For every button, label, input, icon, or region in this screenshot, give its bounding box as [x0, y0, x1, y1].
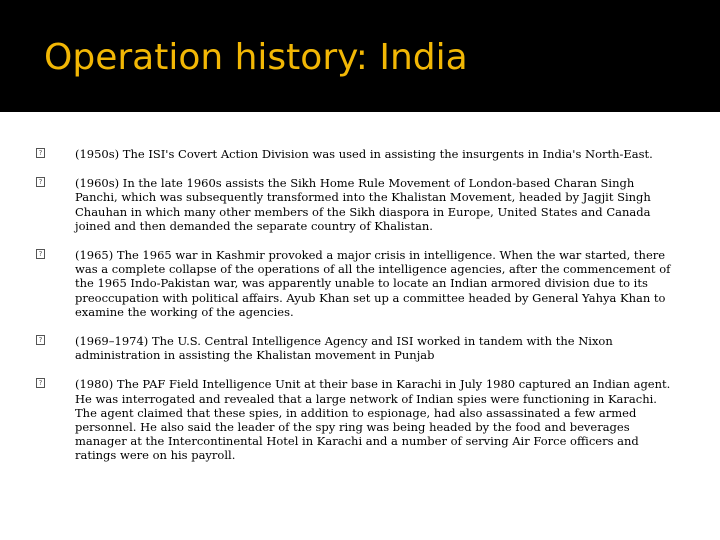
- bullet-item-1980: [36, 377, 676, 462]
- bullet-text: (1960s) In the late 1960s assists the Sikh Home Rule Movement of London-based Charan Singh Panchi, which was subsequently transformed into the Khalistan Movement, headed by Jagjit Singh Chauhan in which many other members of the Sikh diaspora in Europe, United States and Canada joined and then demanded the separate country of Khalistan.: [75, 176, 651, 233]
- bullet-text: (1965) The 1965 war in Kashmir provoked a major crisis in intelligence. When the war started, there was a complete collapse of the operations of all the intelligence agencies, after the commencement of the 1965 Indo-Pakistan war, was apparently unable to locate an Indian armored division due to its preoccupation with political affairs. Ayub Khan set up a committee headed by General Yahya Khan to examine the working of the agencies.: [75, 248, 671, 319]
- missing-glyph-box-icon: ?: [36, 177, 45, 187]
- bullet-item-1965: [36, 248, 676, 319]
- bullet-text: (1980) The PAF Field Intelligence Unit at their base in Karachi in July 1980 captured an Indian agent. He was interrogated and revealed that a large network of Indian spies were functioning in Karachi. The agent claimed that these spies, in addition to espionage, had also assassinated a few armed personnel. He also said the leader of the spy ring was being headed by the food and beverages manager at the Intercontinental Hotel in Karachi and a number of serving Air Force officers and ratings were on his payroll.: [75, 377, 671, 463]
- title-band: [0, 0, 720, 112]
- bullet-text: (1969–1974) The U.S. Central Intelligence Agency and ISI worked in tandem with the Nixon administration in assisting the Khalistan movement in Punjab: [75, 334, 613, 363]
- missing-glyph-box-icon: ?: [36, 378, 45, 388]
- missing-glyph-box-icon: ?: [36, 148, 45, 158]
- bullet-list: [36, 147, 676, 478]
- bullet-text: (1950s) The ISI's Covert Action Division was used in assisting the insurgents in India's North-East.: [75, 147, 653, 161]
- bullet-item-1960s: [36, 176, 676, 233]
- slide-title: Operation history: India: [44, 37, 468, 78]
- missing-glyph-box-icon: ?: [36, 335, 45, 345]
- missing-glyph-box-icon: ?: [36, 249, 45, 259]
- bullet-item-1969-1974: [36, 334, 676, 362]
- bullet-item-1950s: [36, 147, 676, 161]
